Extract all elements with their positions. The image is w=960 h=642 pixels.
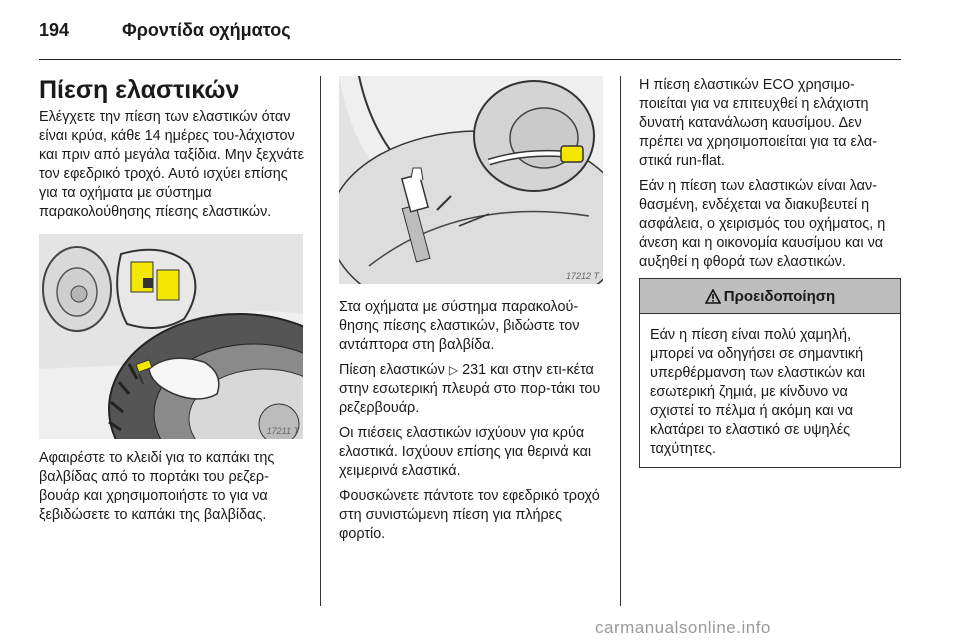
illustration-adapter-on-valve — [339, 76, 603, 284]
header-rule — [39, 59, 901, 60]
column-divider — [320, 76, 321, 606]
watermark: carmanualsonline.info — [595, 618, 771, 637]
paragraph: Ελέγχετε την πίεση των ελαστικών όταν είναι κρύα, κάθε 14 ημέρες του-λάχιστον και πριν από μεγάλα ταξίδια. Μην ξεχνάτε τον εφεδρικό τροχό. Αυτό ισχύει επίσης για τα οχήματα με σύστημα παρακολούθησης πίεσης ελαστικών. — [39, 109, 304, 220]
paragraph-text: και στην ετι-κέτα στην εσωτερική πλευρά στο πορ-τάκι του ρεζερβουάρ. — [339, 362, 601, 416]
figure-valve-cap-key — [39, 234, 303, 439]
column-1 — [39, 76, 305, 531]
paragraph: Στα οχήματα με σύστημα παρακολού-θησης πίεσης ελαστικών, βιδώστε τον αντάπτορα στη βαλβίδα. — [339, 299, 580, 353]
figure-code: 17211 T — [266, 426, 299, 436]
paragraph: Φουσκώνετε πάντοτε τον εφεδρικό τροχό στη συνιστώμενη πίεση για πλήρες φορτίο. — [339, 488, 600, 542]
illustration-fuel-door-and-tyre — [39, 234, 303, 439]
page-header — [39, 20, 291, 41]
page-number: 194 — [39, 20, 70, 40]
paragraph: Εάν η πίεση των ελαστικών είναι λαν-θασμένη, ενδέχεται να διακυβευτεί η ασφάλεια, ο χειρισμός του οχήματος, η άνεση και η οικονομία καυσίμου και να αυξηθεί η φθορά των ελαστικών. — [639, 178, 886, 270]
paragraph: Οι πιέσεις ελαστικών ισχύουν για κρύα ελαστικά. Ισχύουν επίσης για θερινά και χειμερινά ελαστικά. — [339, 425, 592, 479]
paragraph-with-reference — [339, 361, 605, 418]
paragraph: Η πίεση ελαστικών ECO χρησιμο-ποιείται για να επιτευχθεί η ελάχιστη δυνατή κατανάλωση καυσίμου. Δεν πρέπει να χρησιμοποιείται για τα ελα-στικά run-flat. — [639, 77, 878, 169]
figure-code: 17212 T — [565, 271, 599, 281]
paragraph: Αφαιρέστε το κλειδί για το καπάκι της βαλβίδας από το πορτάκι του ρεζερ-βουάρ και χρησιμοποιήστε το για να ξεβιδώσετε το καπάκι της βαλβίδας. — [39, 450, 275, 523]
warning-body — [640, 314, 900, 467]
paragraph-text: Πίεση ελαστικών — [339, 362, 445, 378]
page-reference-arrow-icon: ▷ — [448, 363, 459, 377]
section-title: Πίεση ελαστικών — [39, 76, 240, 104]
column-2 — [339, 76, 605, 550]
column-divider — [620, 76, 621, 606]
warning-triangle-icon — [705, 289, 721, 304]
column-3 — [639, 76, 901, 468]
warning-box — [639, 278, 901, 468]
page-reference-link[interactable]: 231 — [462, 362, 487, 378]
warning-header — [640, 279, 900, 314]
warning-title: Προειδοποίηση — [723, 287, 836, 305]
warning-text: Εάν η πίεση είναι πολύ χαμηλή, μπορεί να οδηγήσει σε σημαντική υπερθέρμανση των ελαστικών και εσωτερική ζημιά, με κίνδυνο να σχιστεί το πέλμα ή ακόμη και να κλατάρει το ελαστικό σε υψηλές ταχύτητες. — [650, 327, 866, 457]
chapter-title: Φροντίδα οχήματος — [122, 20, 291, 40]
figure-adapter-valve — [339, 76, 603, 284]
